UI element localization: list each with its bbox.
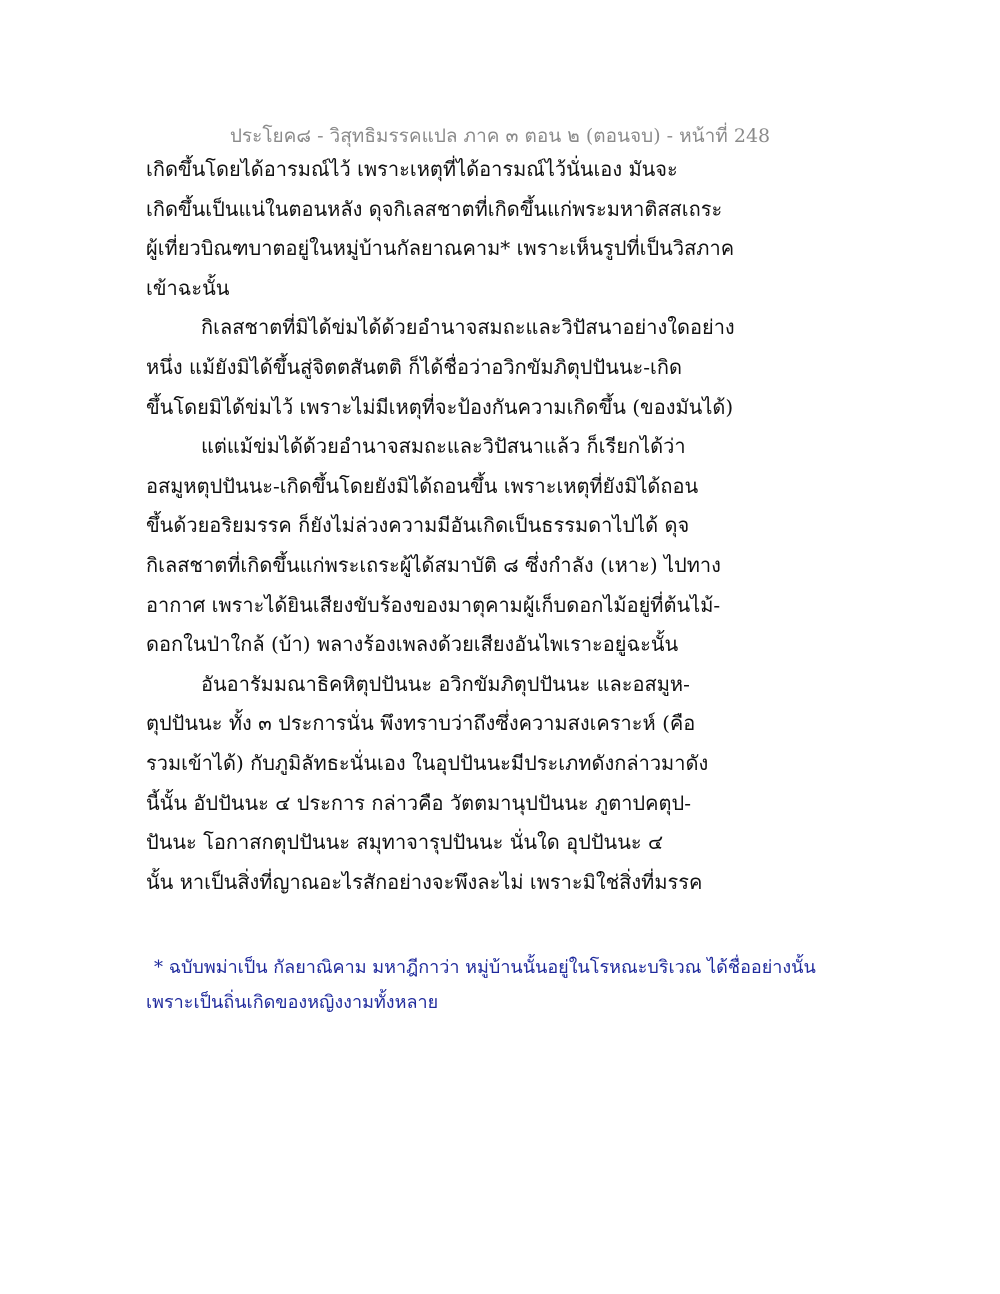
- text-line: ดอกในป่าใกล้ (บ้า) พลางร้องเพลงด้วยเสียงอันไพเราะอยู่ฉะนั้น: [146, 632, 679, 657]
- text-line: ขึ้นด้วยอริยมรรค ก็ยังไม่ล่วงความมีอันเกิดเป็นธรรมดาไปได้ ดุจ: [146, 513, 690, 538]
- footnote: [146, 950, 846, 1020]
- footnote-line: * ฉบับพม่าเป็น กัลยาณิคาม มหาฎีกาว่า หมู่บ้านนั้นอยู่ในโรหณะบริเวณ ได้ชื่ออย่างนั้น: [154, 957, 816, 978]
- text-line: หนึ่ง แม้ยังมิได้ขึ้นสู่จิตตสันตติ ก็ได้ชื่อว่าอวิกขัมภิตุปปันนะ-เกิด: [146, 354, 682, 379]
- text-line: เกิดขึ้นเป็นแน่ในตอนหลัง ดุจกิเลสชาตที่เกิดขึ้นแก่พระมหาติสสเถระ: [146, 196, 723, 221]
- text-line: อสมูหตุปปันนะ-เกิดขึ้นโดยยังมิได้ถอนขึ้น เพราะเหตุที่ยังมิได้ถอน: [146, 473, 699, 498]
- paragraph-start-line: แต่แม้ข่มได้ด้วยอำนาจสมถะและวิปัสนาแล้ว ก็เรียกได้ว่า: [201, 434, 686, 459]
- text-line: ปันนะ โอกาสกตุปปันนะ สมุทาจารุปปันนะ นั่นใด อุปปันนะ ๔: [146, 830, 664, 855]
- text-line: เข้าฉะนั้น: [146, 275, 230, 300]
- text-line: ผู้เที่ยวบิณฑบาตอยู่ในหมู่บ้านกัลยาณคาม* เพราะเห็นรูปที่เป็นวิสภาค: [146, 236, 735, 261]
- text-line: นี้นั้น อัปปันนะ ๔ ประการ กล่าวคือ วัตตมานุปปันนะ ภูตาปคตุป-: [146, 790, 691, 815]
- text-line: ขึ้นโดยมิได้ข่มไว้ เพราะไม่มีเหตุที่จะป้องกันความเกิดขึ้น (ของมันได้): [146, 394, 734, 419]
- running-header: ประโยค๘ - วิสุทธิมรรคแปล ภาค ๓ ตอน ๒ (ตอนจบ) - หน้าที่ 248: [229, 125, 771, 147]
- paragraph-start-line: อันอารัมมณาธิคหิตุปปันนะ อวิกขัมภิตุปปันนะ และอสมูห-: [201, 671, 690, 696]
- text-line: อากาศ เพราะได้ยินเสียงขับร้องของมาตุคามผู้เก็บดอกไม้อยู่ที่ต้นไม้-: [146, 592, 721, 617]
- text-line: ตุปปันนะ ทั้ง ๓ ประการนั่น พึงทราบว่าถึงซึ่งความสงเคราะห์ (คือ: [146, 711, 696, 736]
- text-line: เกิดขึ้นโดยได้อารมณ์ไว้ เพราะเหตุที่ได้อารมณ์ไว้นั่นเอง มันจะ: [146, 157, 678, 181]
- text-line: นั้น หาเป็นสิ่งที่ญาณอะไรสักอย่างจะพึงละไม่ เพราะมิใช่สิ่งที่มรรค: [146, 869, 703, 894]
- text-line: รวมเข้าได้) กับภูมิลัทธะนั่นเอง ในอุปปันนะมีประเภทดังกล่าวมาดัง: [146, 750, 709, 775]
- footnote-line: เพราะเป็นถิ่นเกิดของหญิงงามทั้งหลาย: [146, 992, 439, 1013]
- paragraph-start-line: กิเลสชาตที่มิได้ข่มได้ด้วยอำนาจสมถะและวิปัสนาอย่างใดอย่าง: [201, 315, 735, 340]
- text-line: กิเลสชาตที่เกิดขึ้นแก่พระเถระผู้ได้สมาบัติ ๘ ซึ่งกำลัง (เหาะ) ไปทาง: [146, 552, 721, 577]
- body-text: [146, 150, 746, 902]
